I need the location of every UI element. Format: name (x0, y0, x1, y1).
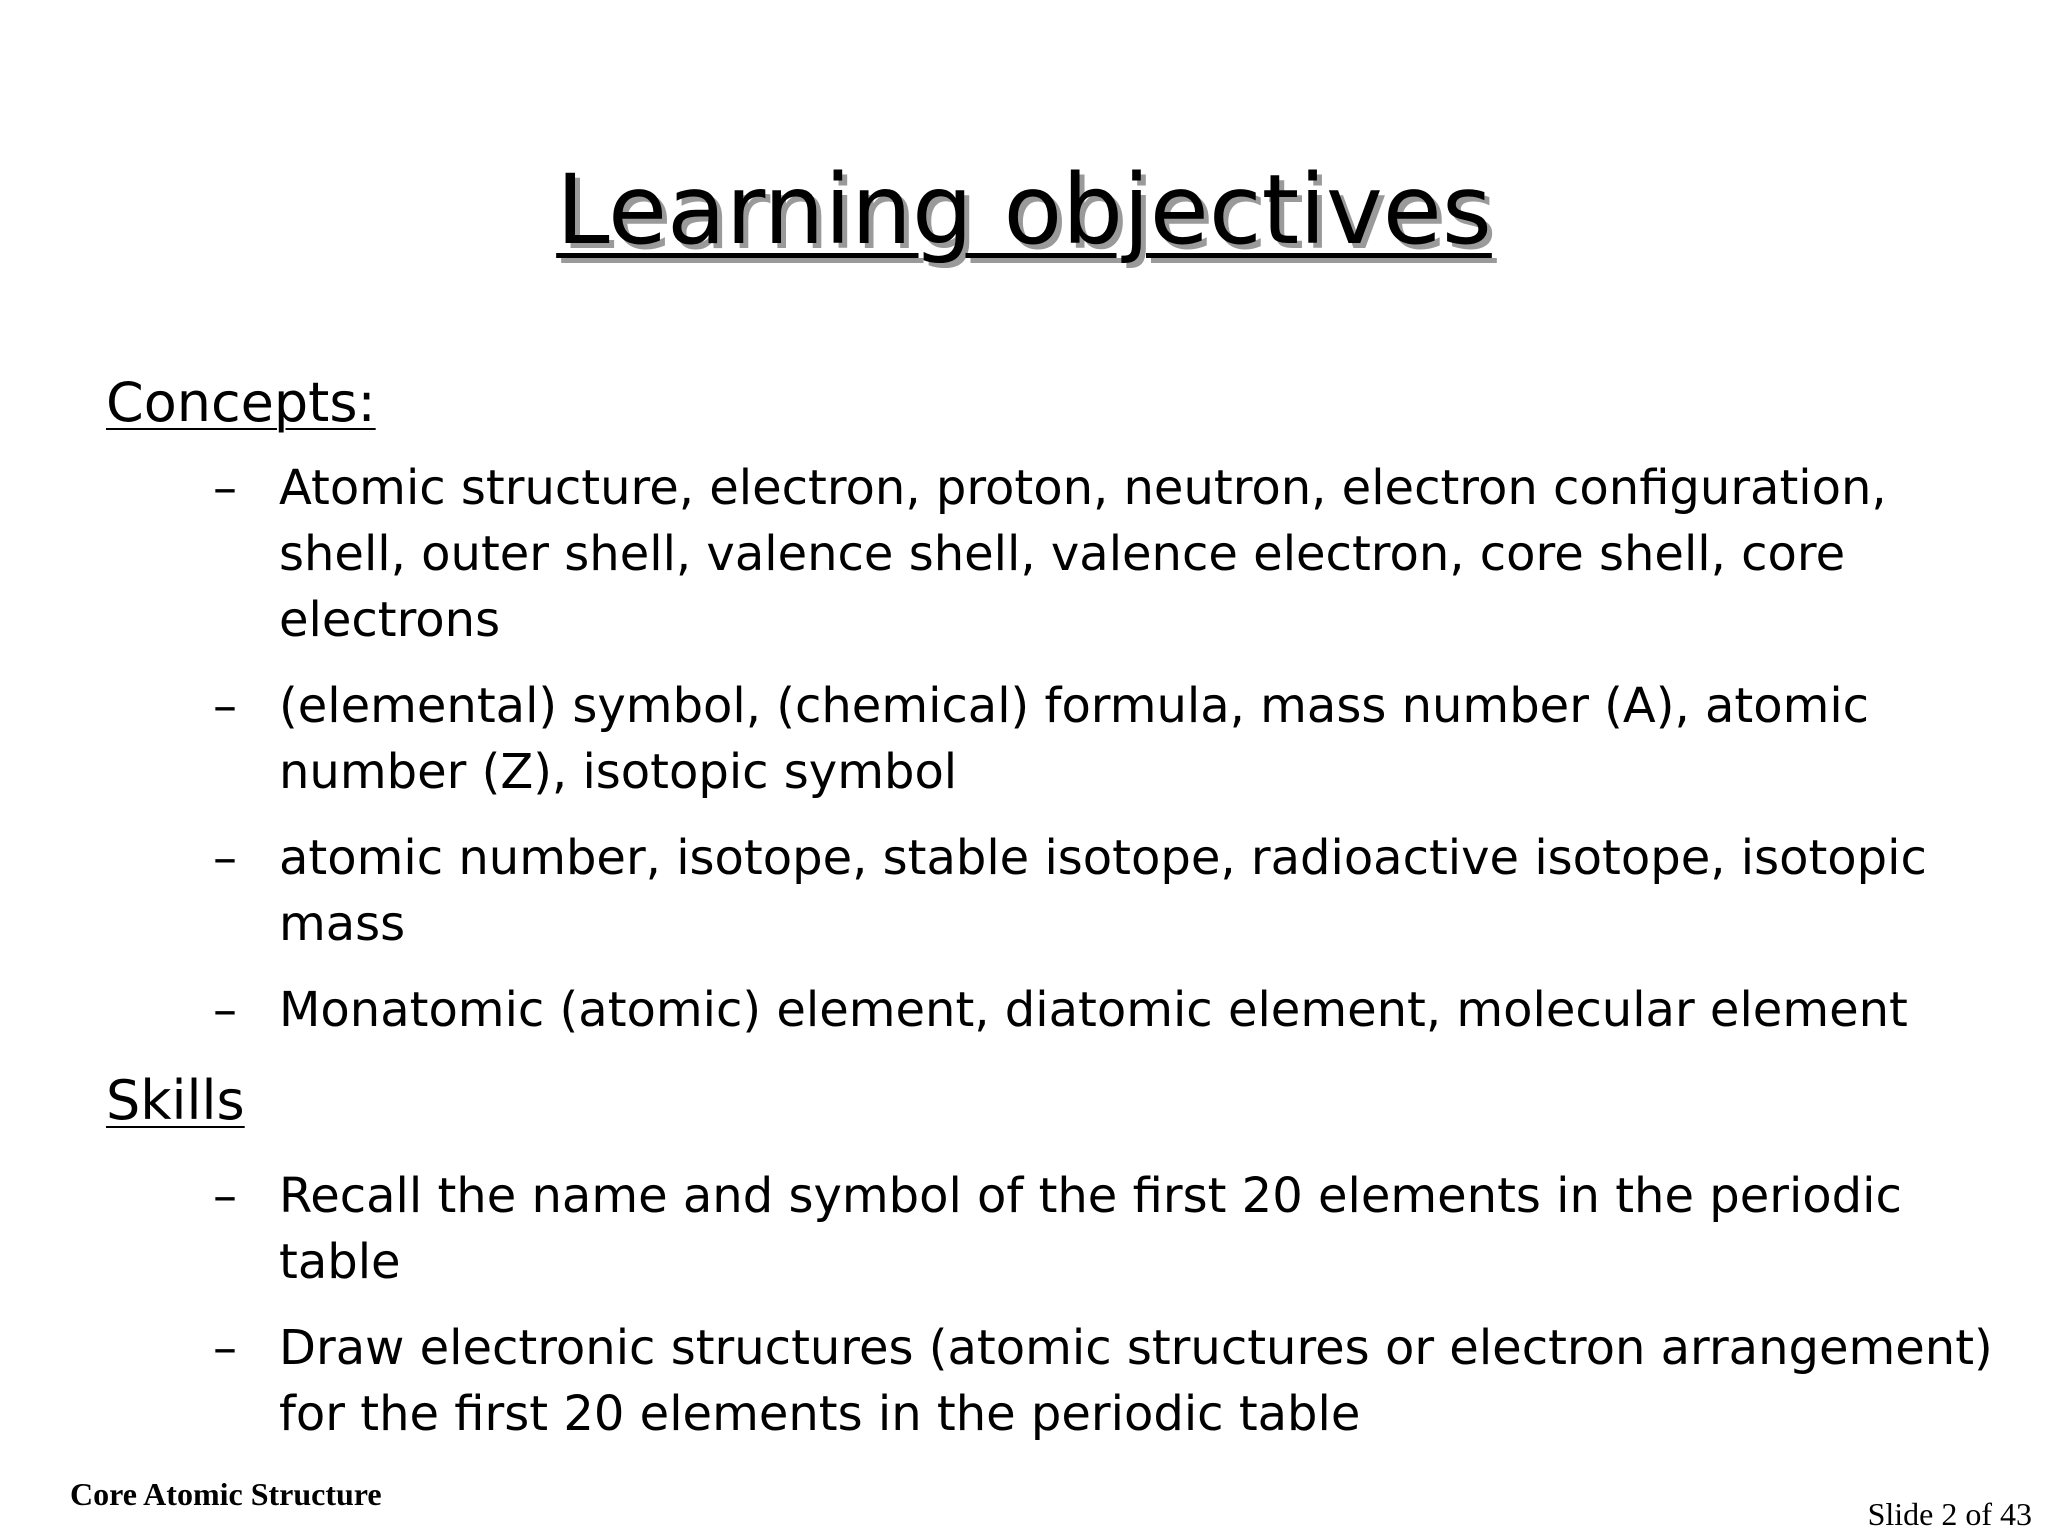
list-item-text: atomic number, isotope, stable isotope, radioactive isotope, isotopic mass (279, 830, 1927, 952)
list-item-text: (elemental) symbol, (chemical) formula, mass number (A), atomic number (Z), isotopic symbol (279, 678, 1870, 800)
list-item-text: Atomic structure, electron, proton, neutron, electron configuration, shell, outer shell, valence shell, valence electron, core shell, core electrons (279, 460, 1887, 648)
list-item (106, 455, 1996, 653)
slide-number: Slide 2 of 43 (1867, 1496, 2032, 1532)
dash-bullet-icon: – (213, 982, 237, 1038)
footer-course-title: Core Atomic Structure (70, 1476, 382, 1512)
list-item-text: Recall the name and symbol of the first 20 elements in the periodic table (279, 1168, 1902, 1290)
slide-content (106, 365, 1996, 1467)
list-item (106, 1163, 1996, 1295)
dash-bullet-icon: – (213, 678, 237, 734)
list-item-text: Draw electronic structures (atomic structures or electron arrangement) for the first 20 elements in the periodic table (279, 1320, 1993, 1442)
list-item-text: Monatomic (atomic) element, diatomic element, molecular element (279, 982, 1908, 1038)
list-item (106, 1315, 1996, 1447)
list-item (106, 977, 1996, 1043)
list-item (106, 673, 1996, 805)
concepts-list (106, 455, 1996, 1043)
dash-bullet-icon: – (213, 1320, 237, 1376)
section-heading-concepts: Concepts: (106, 371, 376, 434)
slide-title: Learning objectives (556, 154, 1492, 266)
skills-list (106, 1163, 1996, 1447)
list-item (106, 825, 1996, 957)
section-heading-skills: Skills (106, 1069, 245, 1132)
dash-bullet-icon: – (213, 460, 237, 516)
dash-bullet-icon: – (213, 830, 237, 886)
dash-bullet-icon: – (213, 1168, 237, 1224)
